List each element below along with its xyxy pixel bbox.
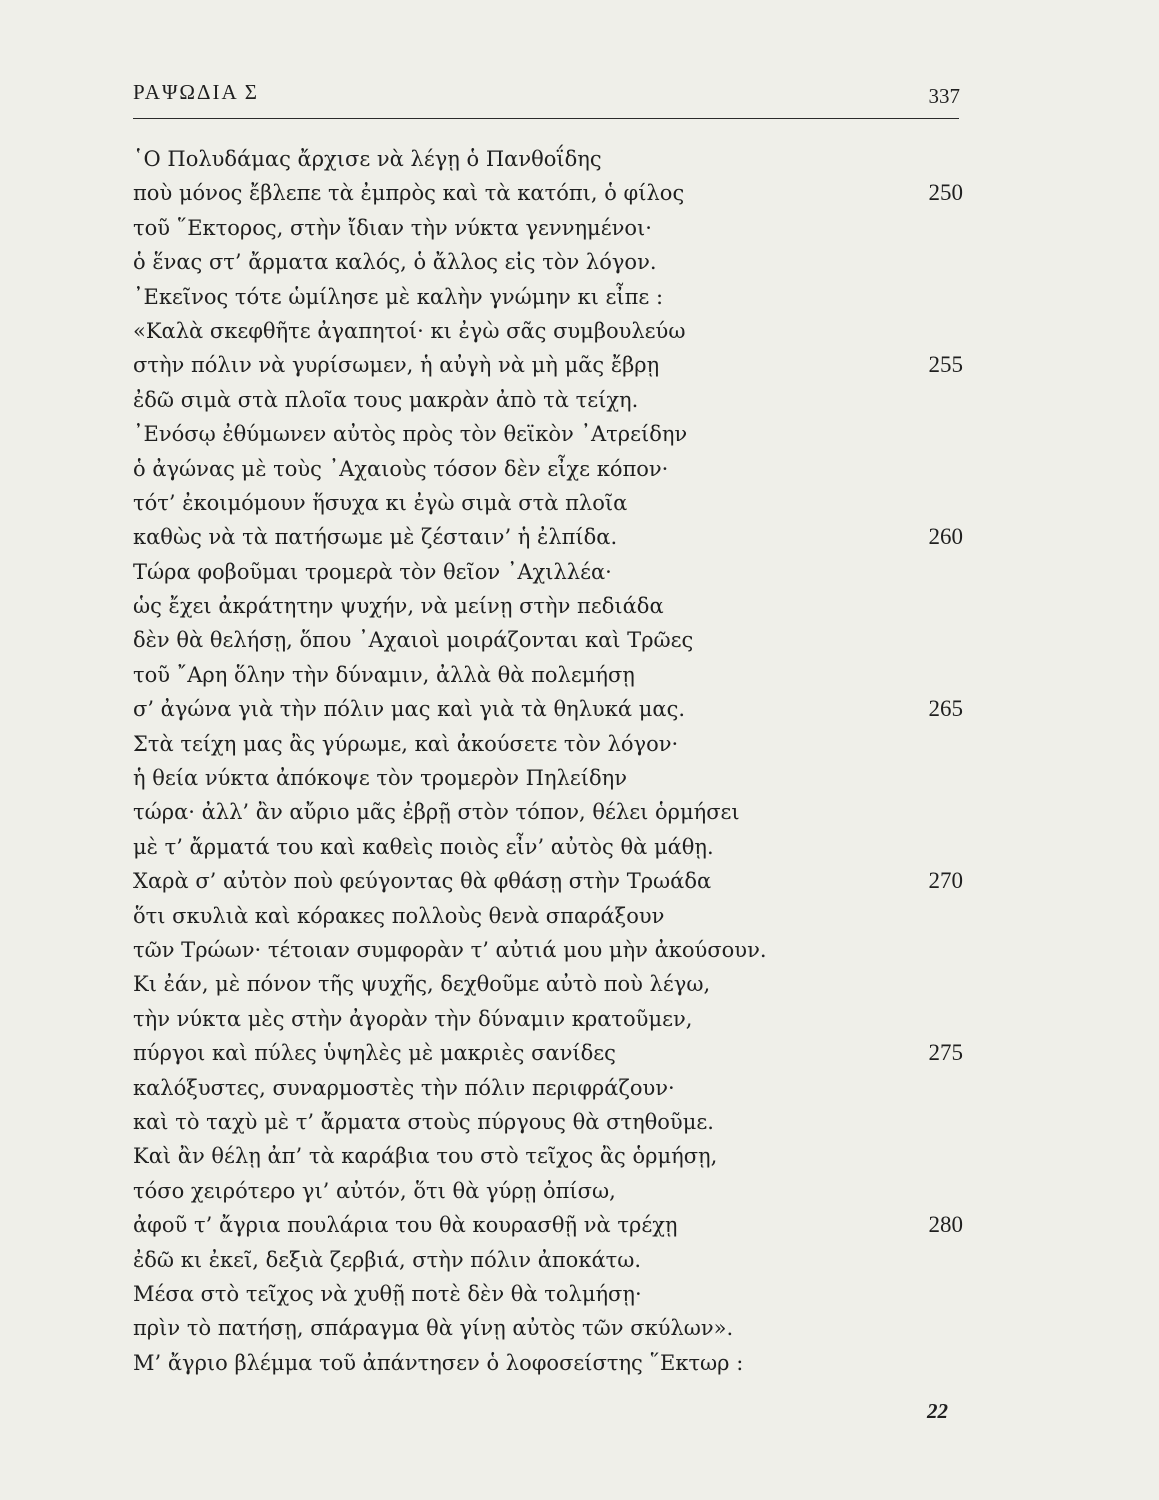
verse-line [133,1174,963,1208]
verse-line [133,864,963,898]
verse-text: τὴν νύκτα μὲς στὴν ἀγορὰν τὴν δύναμιν κρατοῦμεν, [133,1006,693,1031]
verse-text: τοῦ ῞Εκτορος, στὴν ἴδιαν τὴν νύκτα γεννημένοι· [133,215,652,240]
verse-line [133,1208,963,1242]
verse-line [133,933,963,967]
header-rule [133,118,959,119]
running-title: ΡΑΨΩΔΙΑ Σ [133,80,260,104]
verse-text: ἐδῶ σιμὰ στὰ πλοῖα τους μακρὰν ἀπὸ τὰ τείχη. [133,387,639,412]
verse-text: τοῦ ῎Αρη ὅλην τὴν δύναμιν, ἀλλὰ θὰ πολεμήσῃ [133,662,635,687]
signature-mark: 22 [927,1399,948,1423]
verse-text: καλόξυστες, συναρμοστὲς τὴν πόλιν περιφράζουν· [133,1075,675,1100]
line-number: 250 [928,180,963,206]
verse-text: δὲν θὰ θελήσῃ, ὅπου ᾿Αχαιοὶ μοιράζονται καὶ Τρῶες [133,628,694,653]
verse-line [133,520,963,554]
verse-line [133,967,963,1001]
verse-text: καθὼς νὰ τὰ πατήσωμε μὲ ζέσταιν’ ἡ ἐλπίδα. [133,525,618,550]
verse-line [133,589,963,623]
verse-text: Μέσα στὸ τεῖχος νὰ χυθῇ ποτὲ δὲν θὰ τολμήσῃ· [133,1281,642,1306]
verse-line [133,1346,963,1380]
verse-line [133,830,963,864]
verse-line [133,142,963,176]
verse-line [133,245,963,279]
verse-line [133,486,963,520]
verse-text: ἐδῶ κι ἐκεῖ, δεξιὰ ζερβιά, στὴν πόλιν ἀποκάτω. [133,1247,642,1272]
verse-line [133,1071,963,1105]
verse-line [133,314,963,348]
verse-text: στὴν πόλιν νὰ γυρίσωμεν, ἡ αὐγὴ νὰ μὴ μᾶς ἔβρῃ [133,353,660,378]
verse-text: τώρα· ἀλλ’ ἂν αὔριο μᾶς ἐβρῇ στὸν τόπον, θέλει ὁρμήσει [133,800,740,825]
verse-line [133,383,963,417]
line-number: 280 [928,1212,963,1238]
verse-text: καὶ τὸ ταχὺ μὲ τ’ ἄρματα στοὺς πύργους θὰ στηθοῦμε. [133,1109,714,1134]
verse-text: τόσο χειρότερο γι’ αὐτόν, ὅτι θὰ γύρῃ ὀπίσω, [133,1178,616,1203]
verse-text: πύργοι καὶ πύλες ὑψηλὲς μὲ μακριὲς σανίδες [133,1041,616,1066]
verse-line [133,1002,963,1036]
verse-line [133,795,963,829]
verse-line [133,623,963,657]
verse-line [133,1139,963,1173]
verse-text: πρὶν τὸ πατήσῃ, σπάραγμα θὰ γίνῃ αὐτὸς τῶν σκύλων». [133,1316,734,1341]
verse-text: τότ’ ἐκοιμόμουν ἥσυχα κι ἐγὼ σιμὰ στὰ πλοῖα [133,490,628,515]
verse-line [133,1036,963,1070]
verse-text: Χαρὰ σ’ αὐτὸν ποὺ φεύγοντας θὰ φθάσῃ στὴν Τρωάδα [133,869,712,894]
verse-line [133,1311,963,1345]
verse-text: ᾿Εκεῖνος τότε ὡμίλησε μὲ καλὴν γνώμην κι εἶπε : [133,284,664,309]
verse-line [133,1243,963,1277]
verse-line [133,211,963,245]
verse-text: ᾿Ενόσῳ ἐθύμωνεν αὐτὸς πρὸς τὸν θεϊκὸν ᾿Ατρείδην [133,422,688,447]
verse-line [133,658,963,692]
verse-block [133,142,963,1380]
verse-line [133,1277,963,1311]
verse-line [133,899,963,933]
verse-line [133,555,963,589]
line-number: 270 [928,868,963,894]
verse-text: Μ’ ἄγριο βλέμμα τοῦ ἀπάντησεν ὁ λοφοσείστης ῞Εκτωρ : [133,1350,744,1375]
line-number: 255 [928,352,963,378]
verse-text: Τώρα φοβοῦμαι τρομερὰ τὸν θεῖον ᾿Αχιλλέα· [133,559,612,584]
verse-line [133,761,963,795]
verse-text: ῾Ο Πολυδάμας ἄρχισε νὰ λέγῃ ὁ Πανθοΐδης [133,147,602,171]
page-number: 337 [928,84,960,108]
line-number: 260 [928,524,963,550]
verse-text: ποὺ μόνος ἔβλεπε τὰ ἐμπρὸς καὶ τὰ κατόπι, ὁ φίλος [133,181,685,206]
verse-text: ὁ ἕνας στ’ ἄρματα καλός, ὁ ἄλλος εἰς τὸν λόγον. [133,250,657,275]
verse-text: Κι ἐάν, μὲ πόνον τῆς ψυχῆς, δεχθοῦμε αὐτὸ ποὺ λέγω, [133,972,711,997]
verse-line [133,727,963,761]
verse-text: σ’ ἀγώνα γιὰ τὴν πόλιν μας καὶ γιὰ τὰ θηλυκά μας. [133,697,686,722]
verse-line [133,348,963,382]
verse-line [133,692,963,726]
verse-line [133,176,963,210]
verse-text: Στὰ τείχη μας ἂς γύρωμε, καὶ ἀκούσετε τὸν λόγον· [133,731,679,756]
verse-text: ἀφοῦ τ’ ἄγρια πουλάρια του θὰ κουρασθῇ νὰ τρέχῃ [133,1213,678,1238]
line-number: 275 [928,1040,963,1066]
verse-text: ὁ ἀγώνας μὲ τοὺς ᾿Αχαιοὺς τόσον δὲν εἶχε κόπον· [133,456,669,481]
verse-line [133,280,963,314]
verse-text: «Καλὰ σκεφθῆτε ἀγαπητοί· κι ἐγὼ σᾶς συμβουλεύω [133,318,686,343]
line-number: 265 [928,696,963,722]
verse-text: ὡς ἔχει ἀκράτητην ψυχήν, νὰ μείνῃ στὴν πεδιάδα [133,594,664,619]
verse-line [133,417,963,451]
verse-line [133,452,963,486]
verse-text: ὅτι σκυλιὰ καὶ κόρακες πολλοὺς θενὰ σπαράξουν [133,903,665,928]
verse-text: ἡ θεία νύκτα ἀπόκοψε τὸν τρομερὸν Πηλείδην [133,766,627,791]
verse-line [133,1105,963,1139]
verse-text: Καὶ ἂν θέλῃ ἀπ’ τὰ καράβια του στὸ τεῖχος ἂς ὁρμήσῃ, [133,1144,718,1169]
verse-text: τῶν Τρώων· τέτοιαν συμφορὰν τ’ αὐτιά μου μὴν ἀκούσουν. [133,937,767,962]
verse-text: μὲ τ’ ἄρματά του καὶ καθεὶς ποιὸς εἶν’ αὐτὸς θὰ μάθῃ. [133,834,714,859]
